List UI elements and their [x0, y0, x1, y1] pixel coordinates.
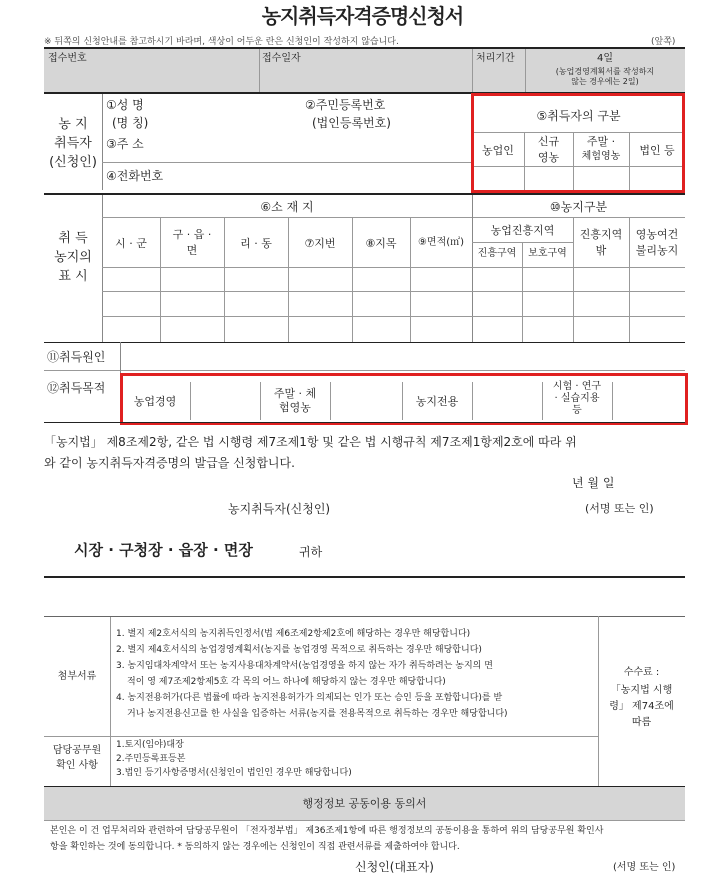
highlight-box [120, 373, 688, 425]
category-weekend: 체험영농 [581, 151, 621, 162]
divider [472, 195, 473, 342]
fee-label: 수수료 : [623, 667, 660, 678]
divider [44, 193, 685, 195]
divider [410, 217, 411, 342]
consent-text: 항을 확인하는 것에 동의합니다. * 동의하지 않는 경우에는 신청인이 직접 관련서류를 제출하여야 합니다. [50, 842, 460, 852]
divider [102, 94, 103, 190]
processing-period-value: 4일 [596, 53, 614, 64]
statement-text: 와 같이 농지취득자격증명의 발급을 신청합니다. [44, 456, 295, 470]
col-protection-zone: 보호구역 [528, 248, 567, 259]
col-outside-promotion: 밖 [595, 244, 607, 257]
statement-text: 「농지법」 제8조제2항, 같은 법 시행령 제7조제1항 및 같은 법 시행규칙 제7조제1항제2호에 따라 위 [44, 435, 577, 449]
divider [110, 736, 111, 786]
attachment-item: 2. 별지 제4호서식의 농업경영계획서(농지를 농업경영 목적으로 취득하는 경우만 해당합니다) [116, 645, 482, 655]
divider [598, 616, 599, 786]
official-check-item: 3.법인 등기사항증명서(신청인이 법인인 경우만 해당합니다) [116, 768, 352, 778]
official-check-item: 1.토지(임야)대장 [116, 740, 184, 750]
attachment-item: 적이 영 제7조제2항제5호 각 목의 어느 하나에 해당하지 않는 경우만 해당합니다) [127, 677, 446, 687]
addressee-honorific: 귀하 [299, 545, 323, 559]
official-check-label: 담당공무원 [52, 745, 102, 756]
divider [44, 616, 685, 617]
fee-detail: 「농지법 시행 [610, 685, 673, 696]
purpose-research: 등 [572, 405, 582, 416]
page-side-label: (앞쪽) [651, 37, 676, 47]
divider [259, 49, 260, 92]
applicant-header: (신청인) [49, 155, 97, 170]
col-eupmyeon: 구 · 읍 · [172, 228, 212, 241]
category-weekend: 주말 · [586, 135, 616, 148]
official-check-item: 2.주민등록표등본 [116, 754, 186, 764]
receipt-date-label: 접수일자 [262, 53, 301, 64]
purpose-weekend: 험영농 [279, 401, 311, 414]
purpose-research: · 실습지용 [554, 393, 600, 404]
table-row [102, 267, 685, 268]
signature-hint: (서명 또는 인) [585, 502, 654, 515]
fee-detail: 령」 제74조에 [609, 701, 674, 712]
applicant-signature-label: 농지취득자(신청인) [228, 502, 331, 516]
divider [102, 162, 472, 163]
divider [44, 47, 685, 49]
divider [102, 217, 685, 218]
divider [120, 342, 121, 370]
attachment-item: 거나 농지전용신고를 한 사실을 입증하는 서류(농지를 전용목적으로 취득하는 경우만 해당합니다) [127, 709, 508, 719]
divider [44, 342, 685, 343]
divider [224, 217, 225, 342]
consent-text: 본인은 이 건 업무처리와 관련하여 담당공무원이 「전자정부법」 제36조제1항에 따른 행정정보의 공동이용을 통하여 위의 담당공무원 확인사 [50, 826, 604, 836]
fee-detail: 따름 [631, 717, 652, 728]
land-header: 취 득 [58, 231, 88, 246]
col-adverse-land: 영농여건 [635, 228, 679, 241]
col-area: ⑨면적(㎡) [417, 237, 465, 248]
addressee: 시장 · 구청장 · 읍장 · 면장 [74, 541, 253, 559]
highlight-box [471, 93, 685, 193]
col-eupmyeon: 면 [186, 244, 198, 257]
col-ridong: 리 · 동 [240, 237, 272, 250]
col-sigun: 시 · 군 [115, 237, 147, 250]
attachment-item: 1. 별지 제2호서식의 농지취득인정서(법 제6조제2항제2호에 해당하는 경우만 해당합니다) [116, 629, 471, 639]
col-promotion-zone: 진흥구역 [477, 248, 517, 259]
attachment-item: 4. 농지전용허가(다른 법률에 따라 농지전용허가가 의제되는 인가 또는 승인 등을 포함합니다)를 받 [116, 693, 503, 703]
purpose-conversion: 농지전용 [415, 395, 459, 408]
attachment-item: 3. 농지임대차계약서 또는 농지사용대차계약서(농업경영을 하지 않는 자가 취득하려는 농지의 면 [116, 661, 493, 671]
address-label: ③주 소 [106, 137, 144, 151]
table-row [102, 316, 685, 317]
divider [110, 616, 111, 736]
processing-period-note: 않는 경우에는 2일) [571, 77, 639, 86]
land-header: 농지의 [54, 250, 92, 265]
rrn-label: (법인등록번호) [312, 116, 391, 130]
acquisition-purpose-label: ⑫취득목적 [47, 381, 106, 395]
divider [44, 576, 685, 578]
purpose-weekend: 주말 · 체 [273, 387, 317, 400]
category-new-farming: 영농 [537, 151, 560, 164]
divider [44, 370, 685, 371]
col-jimok: ⑧지목 [365, 237, 397, 250]
land-header: 표 시 [58, 269, 88, 284]
location-header: ⑥소 재 지 [260, 200, 314, 214]
category-farmer: 농업인 [482, 144, 514, 157]
rrn-label: ②주민등록번호 [305, 98, 386, 112]
category-new-farming: 신규 [537, 135, 560, 148]
phone-label: ④전화번호 [106, 169, 164, 183]
col-outside-promotion: 진흥지역 [579, 228, 623, 241]
consent-title: 행정정보 공동이용 동의서 [302, 797, 427, 810]
acquisition-reason-label: ⑪취득원인 [47, 350, 106, 364]
date-line: 년 월 일 [572, 476, 615, 490]
notice-text: ※ 뒤쪽의 신청안내를 참고하시기 바라며, 색상이 어두운 란은 신청인이 작성하지 않습니다. [44, 37, 399, 47]
consent-signature-hint: (서명 또는 인) [613, 862, 676, 873]
form-title: 농지취득자격증명신청서 [261, 4, 464, 28]
col-lot-number: ⑦지번 [304, 237, 336, 250]
table-row [102, 291, 685, 292]
processing-period-note: (농업경영계획서를 작성하지 [555, 67, 655, 76]
divider [288, 217, 289, 342]
receipt-number-label: 접수번호 [48, 53, 87, 64]
applicant-header: 취득자 [54, 136, 92, 151]
applicant-header: 농 지 [58, 117, 88, 132]
divider [44, 820, 685, 821]
col-promotion-area: 농업진흥지역 [490, 224, 555, 237]
category-corporation: 법인 등 [639, 144, 675, 157]
applicant-category-title: ⑤취득자의 구분 [536, 109, 621, 123]
divider [44, 422, 685, 423]
name-label: (명 칭) [112, 116, 149, 130]
consent-signer-label: 신청인(대표자) [355, 860, 434, 874]
purpose-farming: 농업경영 [133, 395, 177, 408]
divider [472, 49, 473, 92]
divider [44, 736, 598, 737]
official-check-label: 확인 사항 [56, 760, 98, 771]
processing-period-label: 처리기간 [476, 53, 515, 64]
attachments-label: 첨부서류 [57, 671, 97, 682]
divider [472, 242, 573, 243]
land-class-header: ⑩농지구분 [549, 200, 608, 214]
purpose-research: 시험 · 연구 [552, 381, 602, 392]
col-adverse-land: 불리농지 [635, 244, 679, 257]
divider [352, 217, 353, 342]
name-label: ①성 명 [106, 98, 144, 112]
